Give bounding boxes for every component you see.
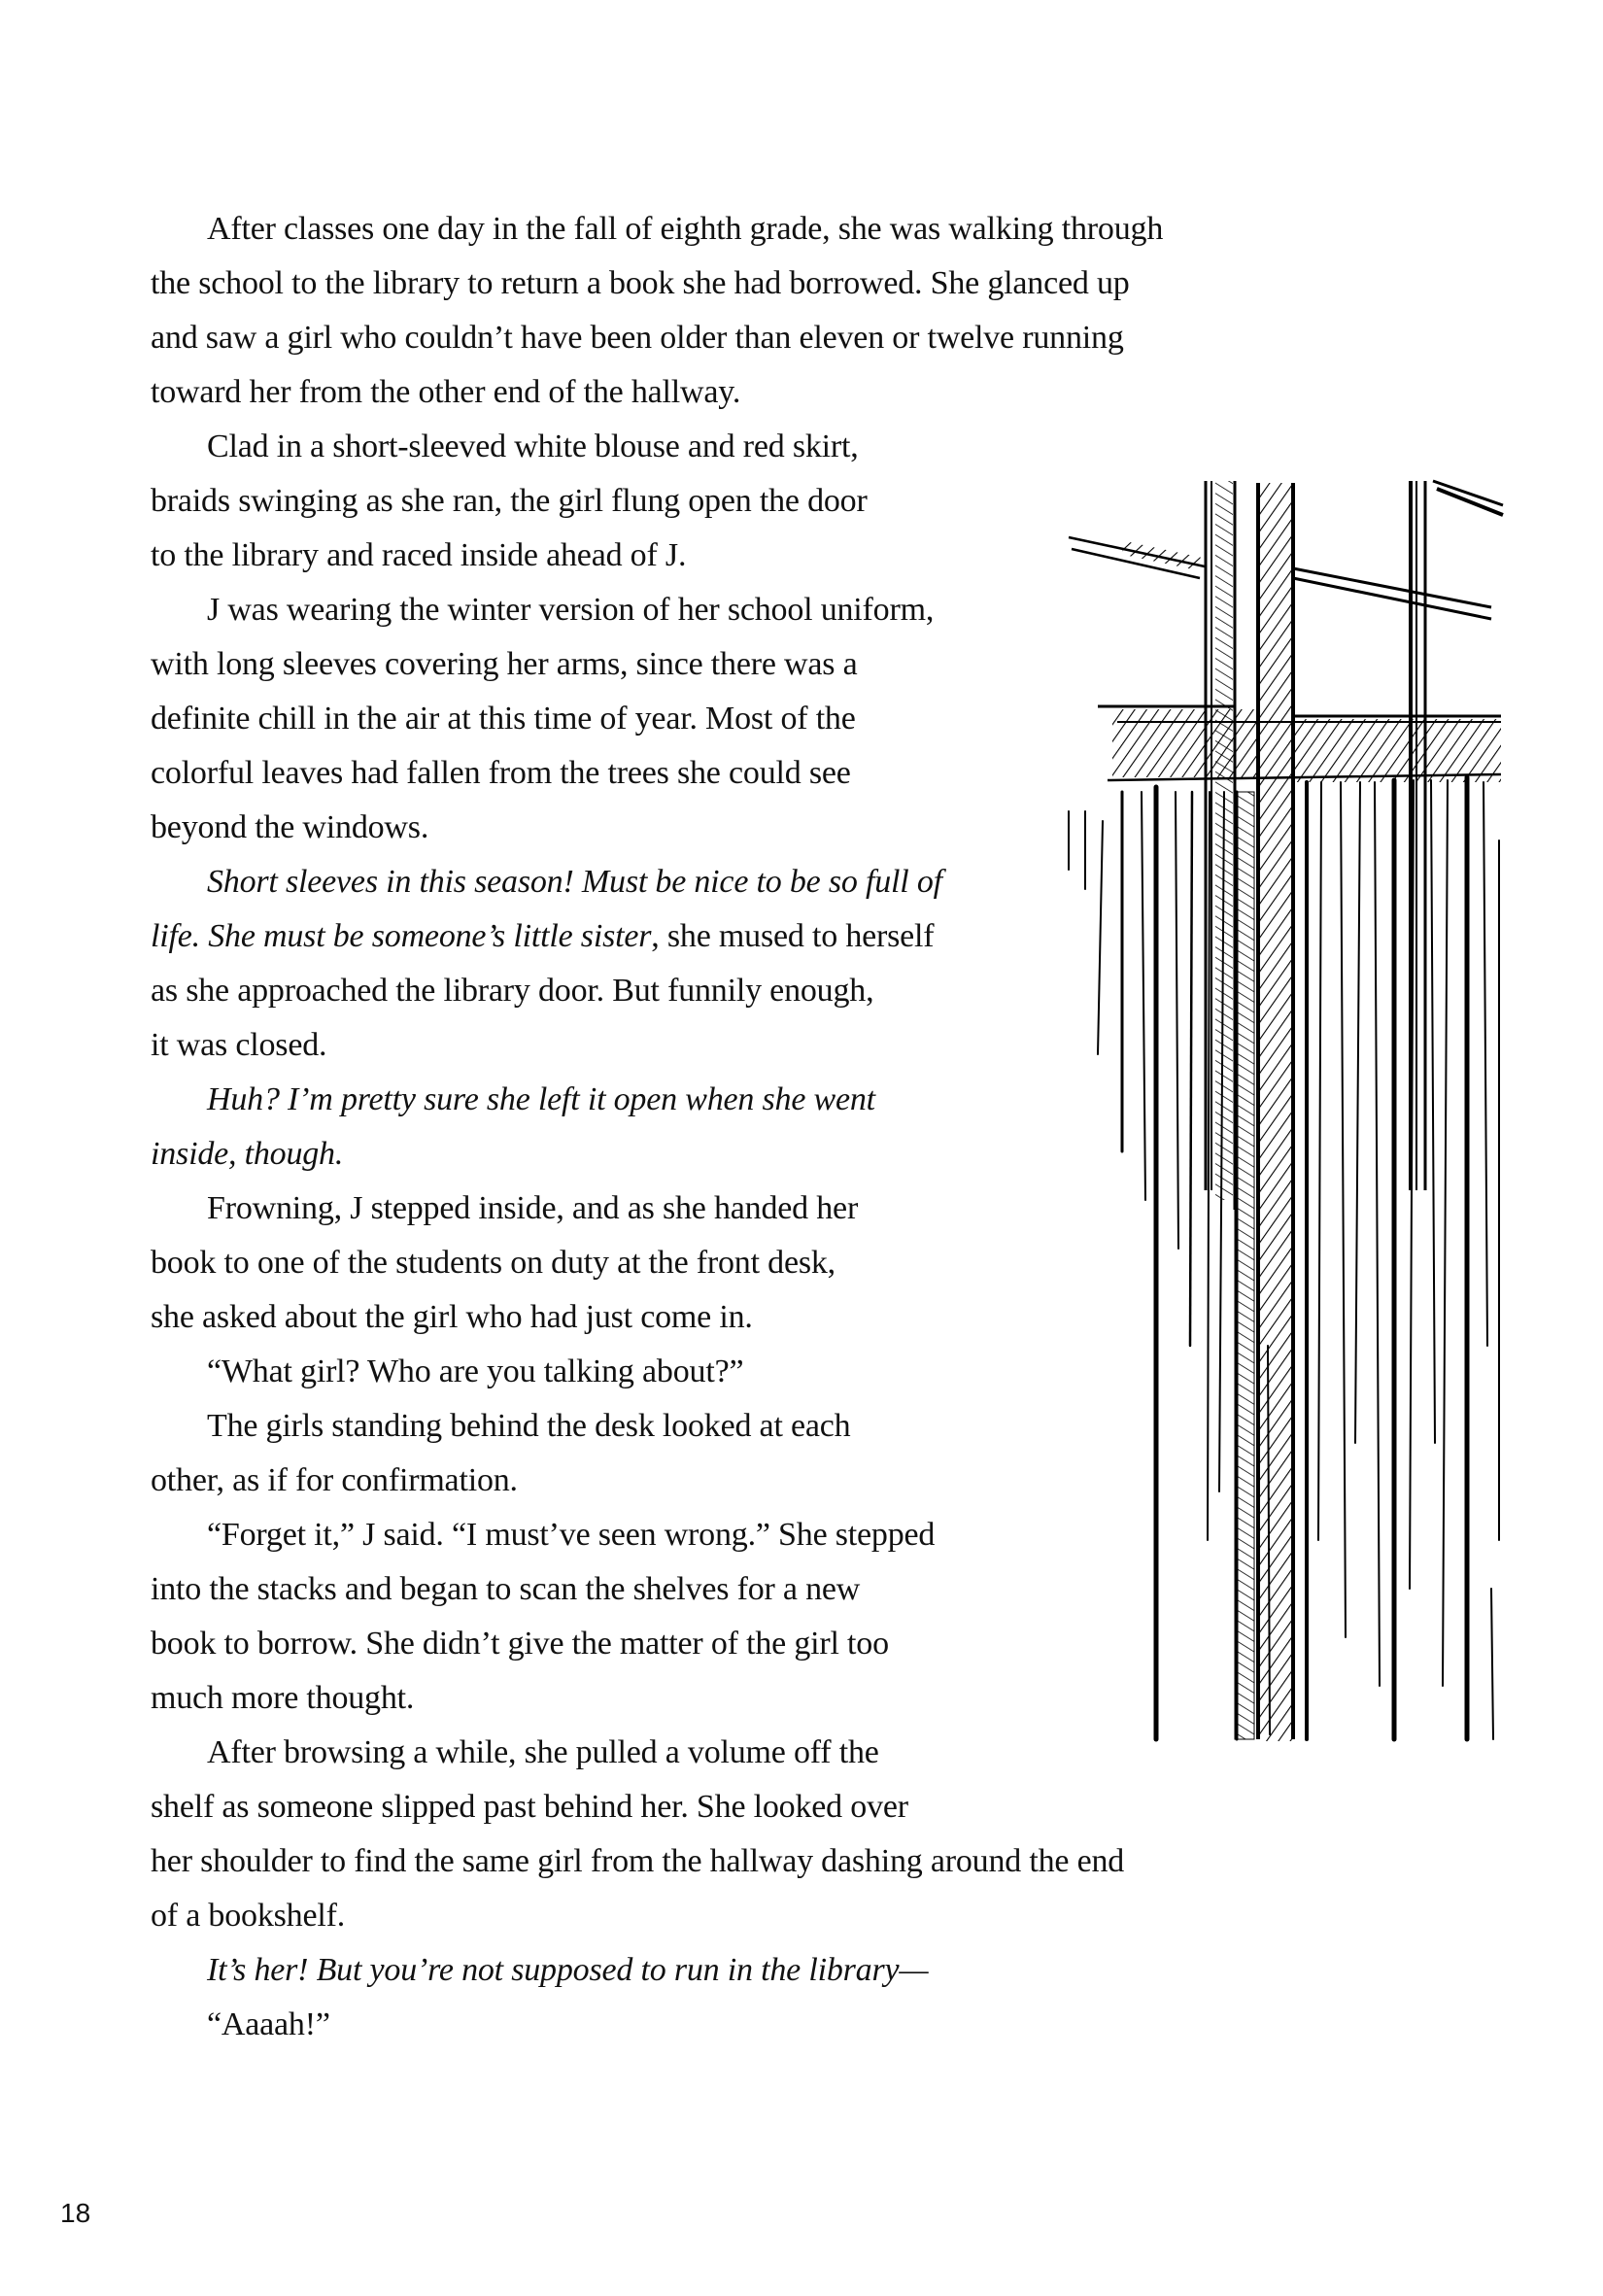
narration-text: braids swinging as she ran, the girl flung open the door <box>151 483 868 519</box>
text-line <box>151 1889 1316 1943</box>
text-line <box>151 1998 1316 2052</box>
italic-thought-text: Huh? I’m pretty sure she left it open when she went <box>207 1081 875 1117</box>
narration-text: definite chill in the air at this time of year. Most of the <box>151 701 856 737</box>
narration-text: as she approached the library door. But funnily enough, <box>151 973 874 1009</box>
narration-text: toward her from the other end of the hallway. <box>151 374 741 410</box>
narration-text: and saw a girl who couldn’t have been older than eleven or twelve running <box>151 320 1124 356</box>
narration-text: , she mused to herself <box>651 918 935 954</box>
narration-text: the school to the library to return a book she had borrowed. She glanced up <box>151 265 1130 301</box>
narration-text: much more thought. <box>151 1680 415 1716</box>
narration-text: book to one of the students on duty at the front desk, <box>151 1245 836 1281</box>
narration-text: other, as if for confirmation. <box>151 1462 518 1498</box>
narration-text: she asked about the girl who had just come in. <box>151 1299 753 1335</box>
page-number: 18 <box>60 2198 91 2228</box>
italic-thought-text: life. She must be someone’s little sister <box>151 918 652 954</box>
text-line <box>151 311 1316 365</box>
text-line <box>151 1943 1316 1998</box>
narration-text: “What girl? Who are you talking about?” <box>207 1354 744 1389</box>
narration-text: shelf as someone slipped past behind her. She looked over <box>151 1789 908 1825</box>
narration-text: with long sleeves covering her arms, since there was a <box>151 646 858 682</box>
narration-text: beyond the windows. <box>151 809 429 845</box>
italic-thought-text: It’s her! But you’re not supposed to run in the library— <box>207 1952 929 1988</box>
narration-text: After classes one day in the fall of eighth grade, she was walking through <box>207 211 1164 247</box>
narration-text: After browsing a while, she pulled a volume off the <box>207 1734 879 1770</box>
text-line <box>151 257 1316 311</box>
window-illustration-icon <box>1064 471 1511 1744</box>
text-line <box>151 1780 1316 1834</box>
narration-text: J was wearing the winter version of her school uniform, <box>207 592 935 628</box>
narration-text: to the library and raced inside ahead of J. <box>151 537 687 573</box>
narration-text: of a bookshelf. <box>151 1898 346 1934</box>
narration-text: Clad in a short-sleeved white blouse and red skirt, <box>207 428 859 464</box>
text-line <box>151 420 1316 474</box>
narration-text: her shoulder to find the same girl from the hallway dashing around the end <box>151 1843 1125 1879</box>
text-line <box>151 202 1316 257</box>
narration-text: colorful leaves had fallen from the trees she could see <box>151 755 851 791</box>
italic-thought-text: inside, though. <box>151 1136 344 1172</box>
narration-text: Frowning, J stepped inside, and as she handed her <box>207 1190 859 1226</box>
narration-text: into the stacks and began to scan the shelves for a new <box>151 1571 861 1607</box>
narration-text: book to borrow. She didn’t give the matter of the girl too <box>151 1626 889 1662</box>
narration-text: The girls standing behind the desk looked at each <box>207 1408 851 1444</box>
narration-text: “Aaaah!” <box>207 2006 330 2042</box>
text-line <box>151 365 1316 420</box>
narration-text: it was closed. <box>151 1027 327 1063</box>
text-line <box>151 1834 1316 1889</box>
narration-text: “Forget it,” J said. “I must’ve seen wrong.” She stepped <box>207 1517 936 1553</box>
italic-thought-text: Short sleeves in this season! Must be nice to be so full of <box>207 864 942 900</box>
